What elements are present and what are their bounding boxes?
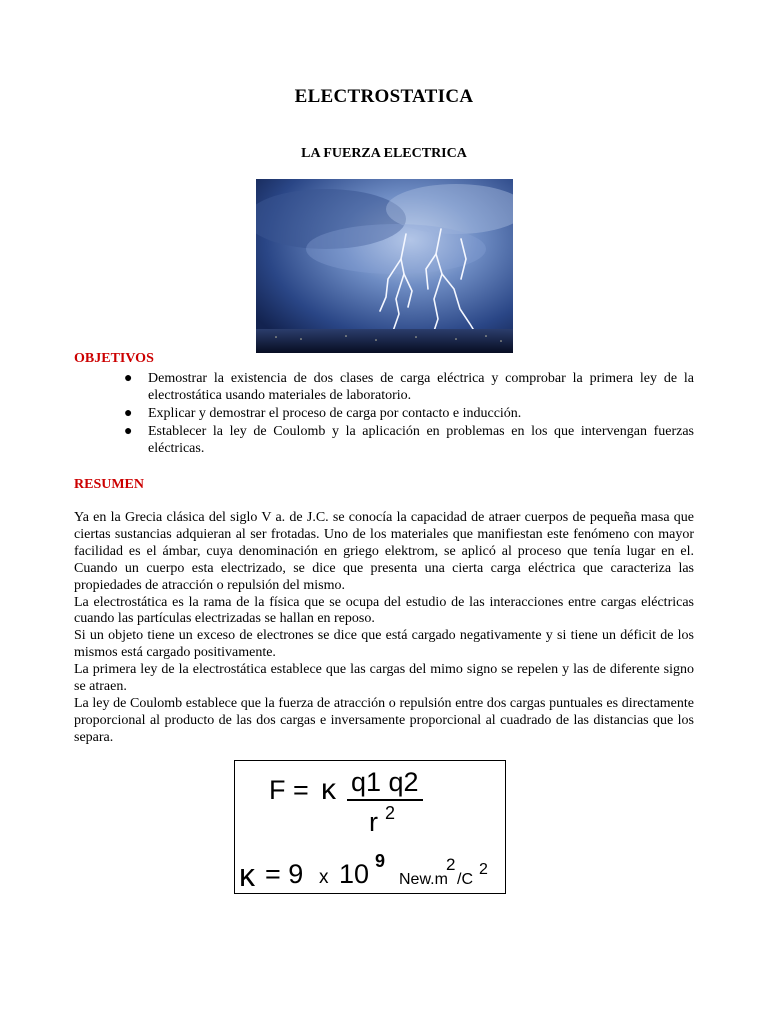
times-sign: x: [319, 867, 329, 888]
units: New.m: [399, 871, 448, 888]
list-item: [122, 370, 694, 404]
resumen-paragraph: La electrostática es la rama de la física que se ocupa del estudio de las interacciones entre cargas eléctricas cuando las partículas electrizadas se hallan en reposo.: [74, 594, 694, 627]
units-exponent: 2: [446, 855, 456, 874]
kappa-symbol-2: κ: [239, 857, 255, 893]
coulomb-formula: [234, 760, 506, 894]
ten-exponent: 9: [375, 851, 386, 871]
formula-numerator: q1 q2: [351, 767, 419, 797]
resumen-heading: RESUMEN: [74, 477, 145, 492]
lightning-photo: [256, 179, 513, 353]
resumen-paragraph: Si un objeto tiene un exceso de electrones se dice que está cargado negativamente y si tiene un déficit de los mismos está cargado positivamente.: [74, 628, 694, 661]
fraction-bar: [347, 799, 423, 801]
resumen-paragraph: La primera ley de la electrostática establece que las cargas del mimo signo se repelen y las de diferente signo se atraen.: [74, 662, 694, 695]
formula-lhs: F =: [269, 775, 309, 805]
list-item: [122, 405, 694, 422]
formula-denominator: r: [369, 807, 378, 837]
kappa-symbol: κ: [321, 773, 336, 806]
list-item: [122, 423, 694, 457]
bullet-icon: ●: [124, 371, 133, 386]
resumen-body: [74, 510, 694, 747]
units-exponent-2: 2: [479, 861, 488, 878]
ten-base: 10: [339, 859, 370, 889]
objetivos-list: [122, 370, 694, 458]
k-equals: = 9: [265, 859, 304, 889]
document-title: ELECTROSTATICA: [294, 86, 474, 107]
bullet-icon: ●: [124, 424, 133, 439]
units-divisor: /C: [457, 871, 473, 888]
objetivo-text: Explicar y demostrar el proceso de carga por contacto e inducción.: [148, 406, 522, 421]
objetivo-text: Establecer la ley de Coulomb y la aplicación en problemas en los que intervengan fuerzas eléctricas.: [148, 424, 694, 456]
resumen-paragraph: Ya en la Grecia clásica del siglo V a. de J.C. se conocía la capacidad de atraer cuerpos de pequeña masa que ciertas sustancias adquieran al ser frotadas. Uno de los materiales que manifiestan este fenómeno con mayor facilidad es el ámbar, cuya denominación en griego elektrom, se aplicó al proceso que tenía lugar en el. Cuando un cuerpo esta electrizado, se dice que presenta una cierta carga eléctrica que caracteriza las propiedades de atracción o repulsión del mismo.: [74, 510, 694, 593]
objetivo-text: Demostrar la existencia de dos clases de carga eléctrica y comprobar la primera ley de la electrostática usando materiales de laboratorio.: [148, 371, 694, 403]
resumen-paragraph: La ley de Coulomb establece que la fuerza de atracción o repulsión entre dos cargas puntuales es directamente proporcional al producto de las dos cargas e inversamente proporcional al cuadrado de las distancias que los separa.: [74, 695, 694, 745]
objetivos-heading: OBJETIVOS: [74, 351, 154, 366]
bullet-icon: ●: [124, 406, 133, 421]
document-subtitle: LA FUERZA ELECTRICA: [301, 146, 467, 161]
denominator-exponent: 2: [385, 803, 396, 823]
